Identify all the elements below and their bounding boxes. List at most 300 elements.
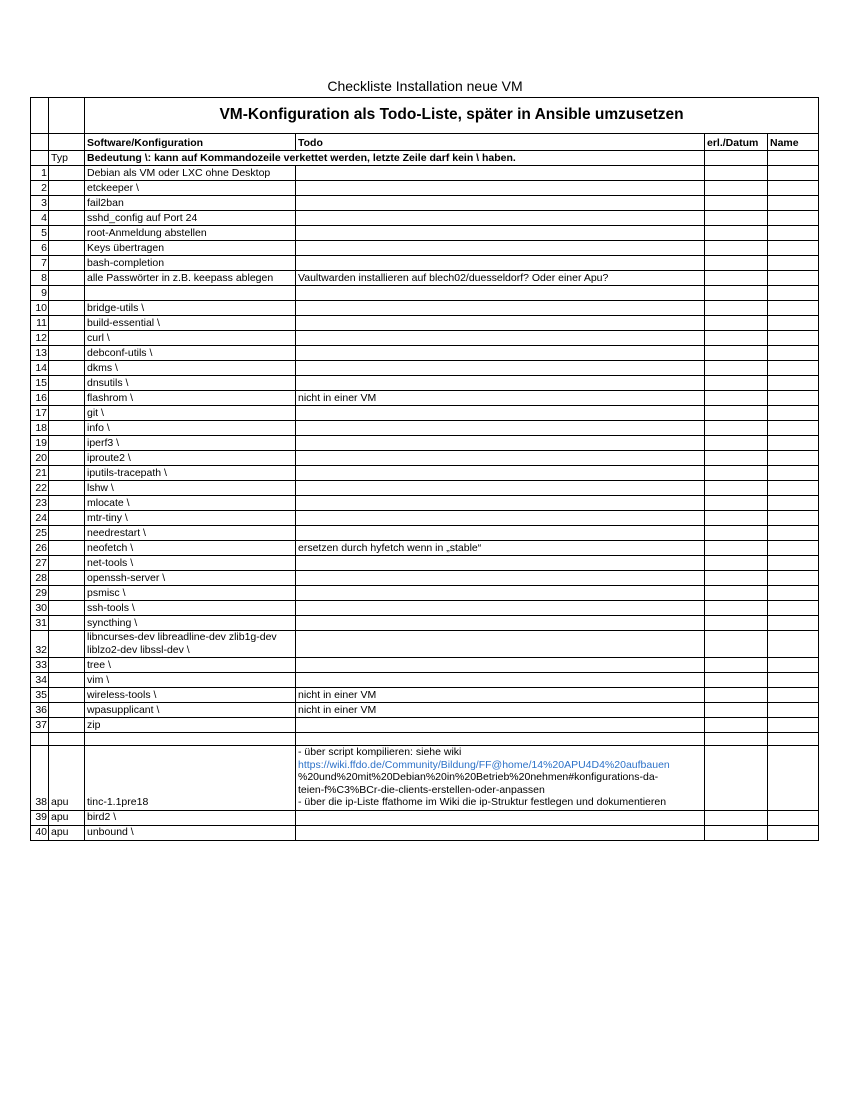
- todo-cell: [296, 746, 705, 811]
- erl-datum-cell: [705, 703, 768, 718]
- software-cell: tree \: [85, 658, 296, 673]
- typ-cell: [49, 526, 85, 541]
- row-number-cell: 37: [31, 718, 49, 733]
- row-number-cell: 5: [31, 226, 49, 241]
- name-cell: [768, 571, 819, 586]
- row-number-cell: 21: [31, 466, 49, 481]
- name-cell: [768, 421, 819, 436]
- erl-datum-cell: [705, 286, 768, 301]
- row-number-cell: 29: [31, 586, 49, 601]
- name-cell: [768, 746, 819, 811]
- typ-cell: [49, 703, 85, 718]
- table-row: [31, 511, 819, 526]
- typ-cell: [49, 541, 85, 556]
- table-row: [31, 211, 819, 226]
- software-cell: vim \: [85, 673, 296, 688]
- todo-cell: [296, 733, 705, 746]
- software-cell: syncthing \: [85, 616, 296, 631]
- row-number-cell: 31: [31, 616, 49, 631]
- document-title: Checkliste Installation neue VM: [327, 78, 523, 94]
- table-row: [31, 746, 819, 811]
- name-cell: [768, 511, 819, 526]
- table-row: [31, 658, 819, 673]
- software-cell: wireless-tools \: [85, 688, 296, 703]
- todo-cell: [296, 810, 705, 825]
- name-cell: [768, 166, 819, 181]
- row-number-cell: 9: [31, 286, 49, 301]
- erl-datum-cell: [705, 436, 768, 451]
- name-cell: [768, 451, 819, 466]
- col-header-number: [31, 134, 49, 151]
- name-cell: [768, 376, 819, 391]
- table-row: [31, 196, 819, 211]
- todo-cell: [296, 571, 705, 586]
- software-cell: mlocate \: [85, 496, 296, 511]
- software-cell: debconf-utils \: [85, 346, 296, 361]
- todo-cell: nicht in einer VM: [296, 688, 705, 703]
- typ-cell: [49, 481, 85, 496]
- erl-datum-cell: [705, 556, 768, 571]
- todo-cell: [296, 331, 705, 346]
- name-cell: [768, 825, 819, 840]
- name-cell: [768, 541, 819, 556]
- todo-cell: Vaultwarden installieren auf blech02/duesseldorf? Oder einer Apu?: [296, 271, 705, 286]
- row-number-cell: 35: [31, 688, 49, 703]
- software-cell: needrestart \: [85, 526, 296, 541]
- software-cell: curl \: [85, 331, 296, 346]
- erl-datum-cell: [705, 511, 768, 526]
- todo-cell: nicht in einer VM: [296, 391, 705, 406]
- erl-datum-cell: [705, 496, 768, 511]
- table-row: [31, 346, 819, 361]
- col-header-name: Name: [768, 134, 819, 151]
- typ-cell: [49, 616, 85, 631]
- todo-cell: [296, 586, 705, 601]
- table-row: [31, 166, 819, 181]
- todo-cell: [296, 421, 705, 436]
- name-cell: [768, 601, 819, 616]
- erl-datum-cell: [705, 241, 768, 256]
- table-row: [31, 421, 819, 436]
- erl-datum-cell: [705, 361, 768, 376]
- typ-cell: [49, 496, 85, 511]
- typ-cell: apu: [49, 810, 85, 825]
- name-cell: [768, 391, 819, 406]
- todo-cell: [296, 301, 705, 316]
- name-cell: [768, 151, 819, 166]
- table-row: [31, 286, 819, 301]
- todo-text-line: teien-f%C3%BCr-die-clients-erstellen-oder-anpassen: [298, 783, 545, 796]
- row-number-cell: 23: [31, 496, 49, 511]
- name-cell: [768, 226, 819, 241]
- typ-cell: [49, 421, 85, 436]
- typ-cell: [49, 211, 85, 226]
- erl-datum-cell: [705, 166, 768, 181]
- erl-datum-cell: [705, 481, 768, 496]
- name-cell: [768, 331, 819, 346]
- row-number-cell: 8: [31, 271, 49, 286]
- erl-datum-cell: [705, 376, 768, 391]
- row-number-cell: 22: [31, 481, 49, 496]
- typ-cell: [49, 406, 85, 421]
- name-cell: [768, 631, 819, 658]
- software-cell: net-tools \: [85, 556, 296, 571]
- erl-datum-cell: [705, 541, 768, 556]
- table-row: [31, 688, 819, 703]
- erl-datum-cell: [705, 226, 768, 241]
- row-number-cell: 14: [31, 361, 49, 376]
- table-row: [31, 316, 819, 331]
- typ-cell: [49, 196, 85, 211]
- todo-cell: [296, 256, 705, 271]
- todo-cell: [296, 825, 705, 840]
- name-cell: [768, 481, 819, 496]
- row-number-cell: 39: [31, 810, 49, 825]
- row-number-cell: 33: [31, 658, 49, 673]
- row-number-cell: 18: [31, 421, 49, 436]
- typ-header-cell: Typ: [49, 151, 85, 166]
- software-cell: info \: [85, 421, 296, 436]
- table-row: [31, 331, 819, 346]
- typ-cell: [49, 391, 85, 406]
- table-row: [31, 616, 819, 631]
- erl-datum-cell: [705, 526, 768, 541]
- table-row: [31, 361, 819, 376]
- corner-cell: [31, 98, 49, 134]
- row-number-cell: 24: [31, 511, 49, 526]
- erl-datum-cell: [705, 688, 768, 703]
- name-cell: [768, 810, 819, 825]
- typ-cell: [49, 316, 85, 331]
- software-cell: bash-completion: [85, 256, 296, 271]
- software-cell: unbound \: [85, 825, 296, 840]
- name-cell: [768, 406, 819, 421]
- software-cell: ssh-tools \: [85, 601, 296, 616]
- erl-datum-cell: [705, 810, 768, 825]
- column-header-row: [31, 134, 819, 151]
- row-number-cell: 13: [31, 346, 49, 361]
- table-row: [31, 571, 819, 586]
- row-number-cell: 38: [31, 746, 49, 811]
- erl-datum-cell: [705, 733, 768, 746]
- table-row: [31, 271, 819, 286]
- software-cell: Debian als VM oder LXC ohne Desktop: [85, 166, 296, 181]
- name-cell: [768, 466, 819, 481]
- typ-cell: [49, 631, 85, 658]
- erl-datum-cell: [705, 601, 768, 616]
- typ-cell: apu: [49, 746, 85, 811]
- typ-cell: [49, 658, 85, 673]
- name-cell: [768, 496, 819, 511]
- typ-cell: [49, 556, 85, 571]
- name-cell: [768, 301, 819, 316]
- table-row: [31, 391, 819, 406]
- table-row: [31, 733, 819, 746]
- typ-cell: [49, 181, 85, 196]
- software-cell: dnsutils \: [85, 376, 296, 391]
- software-cell: psmisc \: [85, 586, 296, 601]
- name-cell: [768, 616, 819, 631]
- todo-cell: [296, 346, 705, 361]
- todo-cell: [296, 211, 705, 226]
- todo-cell: [296, 361, 705, 376]
- software-cell: etckeeper \: [85, 181, 296, 196]
- row-number-cell: 34: [31, 673, 49, 688]
- software-cell: mtr-tiny \: [85, 511, 296, 526]
- row-number-cell: 19: [31, 436, 49, 451]
- bedeutung-note: Bedeutung \: kann auf Kommandozeile verkettet werden, letzte Zeile darf kein \ haben.: [85, 151, 705, 166]
- todo-cell: [296, 196, 705, 211]
- typ-cell: [49, 586, 85, 601]
- name-cell: [768, 196, 819, 211]
- row-number-cell: 36: [31, 703, 49, 718]
- name-cell: [768, 526, 819, 541]
- table-row: [31, 556, 819, 571]
- table-row: [31, 586, 819, 601]
- row-number-cell: 15: [31, 376, 49, 391]
- row-number-cell: 10: [31, 301, 49, 316]
- typ-cell: [49, 601, 85, 616]
- typ-cell: [49, 271, 85, 286]
- todo-cell: [296, 406, 705, 421]
- software-cell: root-Anmeldung abstellen: [85, 226, 296, 241]
- typ-cell: [49, 376, 85, 391]
- software-cell: git \: [85, 406, 296, 421]
- name-cell: [768, 361, 819, 376]
- typ-cell: [49, 571, 85, 586]
- row-number-cell: 11: [31, 316, 49, 331]
- table-row: [31, 466, 819, 481]
- table-row: [31, 256, 819, 271]
- typ-cell: [49, 733, 85, 746]
- erl-datum-cell: [705, 658, 768, 673]
- todo-cell: [296, 658, 705, 673]
- erl-datum-cell: [705, 391, 768, 406]
- erl-datum-cell: [705, 746, 768, 811]
- software-cell: zip: [85, 718, 296, 733]
- name-cell: [768, 733, 819, 746]
- typ-cell: [49, 688, 85, 703]
- typ-cell: [49, 451, 85, 466]
- erl-datum-cell: [705, 346, 768, 361]
- table-row: [31, 436, 819, 451]
- name-cell: [768, 286, 819, 301]
- table-row: [31, 226, 819, 241]
- todo-cell: [296, 286, 705, 301]
- name-cell: [768, 586, 819, 601]
- typ-cell: [49, 346, 85, 361]
- todo-cell: [296, 718, 705, 733]
- name-cell: [768, 688, 819, 703]
- software-cell: bridge-utils \: [85, 301, 296, 316]
- table-row: [31, 673, 819, 688]
- erl-datum-cell: [705, 586, 768, 601]
- software-cell: flashrom \: [85, 391, 296, 406]
- row-number-cell: 32: [31, 631, 49, 658]
- todo-cell: [296, 601, 705, 616]
- name-cell: [768, 703, 819, 718]
- software-cell: dkms \: [85, 361, 296, 376]
- col-header-erl-datum: erl./Datum: [705, 134, 768, 151]
- todo-cell: [296, 316, 705, 331]
- erl-datum-cell: [705, 181, 768, 196]
- software-cell: [85, 286, 296, 301]
- software-cell: bird2 \: [85, 810, 296, 825]
- row-number-cell: 40: [31, 825, 49, 840]
- software-cell: alle Passwörter in z.B. keepass ablegen: [85, 271, 296, 286]
- todo-cell: [296, 451, 705, 466]
- name-cell: [768, 256, 819, 271]
- row-number-cell: 28: [31, 571, 49, 586]
- todo-cell: [296, 376, 705, 391]
- name-cell: [768, 718, 819, 733]
- col-header-typ: [49, 134, 85, 151]
- software-cell: [85, 733, 296, 746]
- table-row: [31, 718, 819, 733]
- todo-text-line: - über script kompilieren: siehe wiki: [298, 746, 462, 758]
- todo-cell: [296, 181, 705, 196]
- row-number-cell: 7: [31, 256, 49, 271]
- todo-cell: [296, 496, 705, 511]
- todo-cell: [296, 511, 705, 526]
- typ-cell: [49, 256, 85, 271]
- software-cell: iproute2 \: [85, 451, 296, 466]
- erl-datum-cell: [705, 316, 768, 331]
- row-number-cell: 26: [31, 541, 49, 556]
- row-number-cell: 27: [31, 556, 49, 571]
- software-cell: neofetch \: [85, 541, 296, 556]
- col-header-todo: Todo: [296, 134, 705, 151]
- row-number-cell: 16: [31, 391, 49, 406]
- typ-cell: [49, 466, 85, 481]
- todo-cell: [296, 556, 705, 571]
- table-row: [31, 631, 819, 658]
- table-row: [31, 541, 819, 556]
- erl-datum-cell: [705, 616, 768, 631]
- table-row: [31, 406, 819, 421]
- row-number-cell: 30: [31, 601, 49, 616]
- table-row: [31, 241, 819, 256]
- todo-cell: [296, 226, 705, 241]
- todo-cell: ersetzen durch hyfetch wenn in „stable“: [296, 541, 705, 556]
- typ-cell: [49, 301, 85, 316]
- todo-cell: [296, 481, 705, 496]
- table-row: [31, 496, 819, 511]
- software-cell: wpasupplicant \: [85, 703, 296, 718]
- typ-cell: [49, 436, 85, 451]
- erl-datum-cell: [705, 825, 768, 840]
- table-row: [31, 601, 819, 616]
- name-cell: [768, 211, 819, 226]
- table-row: [31, 825, 819, 840]
- todo-cell: [296, 166, 705, 181]
- row-number-cell: 25: [31, 526, 49, 541]
- erl-datum-cell: [705, 406, 768, 421]
- todo-cell: [296, 526, 705, 541]
- todo-cell: [296, 673, 705, 688]
- todo-text-line: - über die ip-Liste ffathome im Wiki die ip-Struktur festlegen und dokumentieren: [298, 796, 667, 808]
- software-cell: sshd_config auf Port 24: [85, 211, 296, 226]
- erl-datum-cell: [705, 571, 768, 586]
- typ-cell: [49, 718, 85, 733]
- col-header-software: Software/Konfiguration: [85, 134, 296, 151]
- typ-cell: [49, 226, 85, 241]
- typ-cell: [49, 673, 85, 688]
- todo-cell: [296, 616, 705, 631]
- checklist-table-body: [31, 98, 819, 841]
- row-number-cell: 1: [31, 166, 49, 181]
- erl-datum-cell: [705, 451, 768, 466]
- erl-datum-cell: [705, 718, 768, 733]
- name-cell: [768, 436, 819, 451]
- erl-datum-cell: [705, 196, 768, 211]
- erl-datum-cell: [705, 151, 768, 166]
- wiki-link[interactable]: https://wiki.ffdo.de/Community/Bildung/FF@home/14%20APU4D4%20aufbauen: [298, 758, 670, 771]
- software-cell: iperf3 \: [85, 436, 296, 451]
- name-cell: [768, 346, 819, 361]
- name-cell: [768, 658, 819, 673]
- corner-cell: [49, 98, 85, 134]
- todo-text-line: %20und%20mit%20Debian%20in%20Betrieb%20nehmen#konfigurations-da-: [298, 771, 659, 783]
- typ-cell: [49, 511, 85, 526]
- table-row: [31, 451, 819, 466]
- erl-datum-cell: [705, 301, 768, 316]
- row-number-cell: 3: [31, 196, 49, 211]
- table-row: [31, 526, 819, 541]
- erl-datum-cell: [705, 256, 768, 271]
- row-number-cell: [31, 151, 49, 166]
- erl-datum-cell: [705, 421, 768, 436]
- software-cell: build-essential \: [85, 316, 296, 331]
- software-cell: lshw \: [85, 481, 296, 496]
- typ-cell: [49, 331, 85, 346]
- name-cell: [768, 556, 819, 571]
- table-row: [31, 703, 819, 718]
- todo-cell: [296, 436, 705, 451]
- table-row: [31, 481, 819, 496]
- erl-datum-cell: [705, 331, 768, 346]
- name-cell: [768, 241, 819, 256]
- name-cell: [768, 316, 819, 331]
- software-cell: openssh-server \: [85, 571, 296, 586]
- software-cell: Keys übertragen: [85, 241, 296, 256]
- todo-cell: [296, 631, 705, 658]
- table-row: [31, 181, 819, 196]
- software-cell: tinc-1.1pre18: [85, 746, 296, 811]
- bedeutung-row: [31, 151, 819, 166]
- typ-cell: [49, 361, 85, 376]
- name-cell: [768, 673, 819, 688]
- software-cell: iputils-tracepath \: [85, 466, 296, 481]
- name-cell: [768, 181, 819, 196]
- table-row: [31, 301, 819, 316]
- checklist-table: [30, 97, 819, 841]
- todo-cell: [296, 466, 705, 481]
- row-number-cell: [31, 733, 49, 746]
- erl-datum-cell: [705, 631, 768, 658]
- todo-cell: [296, 241, 705, 256]
- row-number-cell: 6: [31, 241, 49, 256]
- table-main-header: VM-Konfiguration als Todo-Liste, später in Ansible umzusetzen: [85, 98, 819, 134]
- table-title-row: [31, 98, 819, 134]
- typ-cell: apu: [49, 825, 85, 840]
- row-number-cell: 4: [31, 211, 49, 226]
- typ-cell: [49, 166, 85, 181]
- name-cell: [768, 271, 819, 286]
- software-cell: libncurses-dev libreadline-dev zlib1g-dev liblzo2-dev libssl-dev \: [85, 631, 296, 658]
- row-number-cell: 2: [31, 181, 49, 196]
- row-number-cell: 12: [31, 331, 49, 346]
